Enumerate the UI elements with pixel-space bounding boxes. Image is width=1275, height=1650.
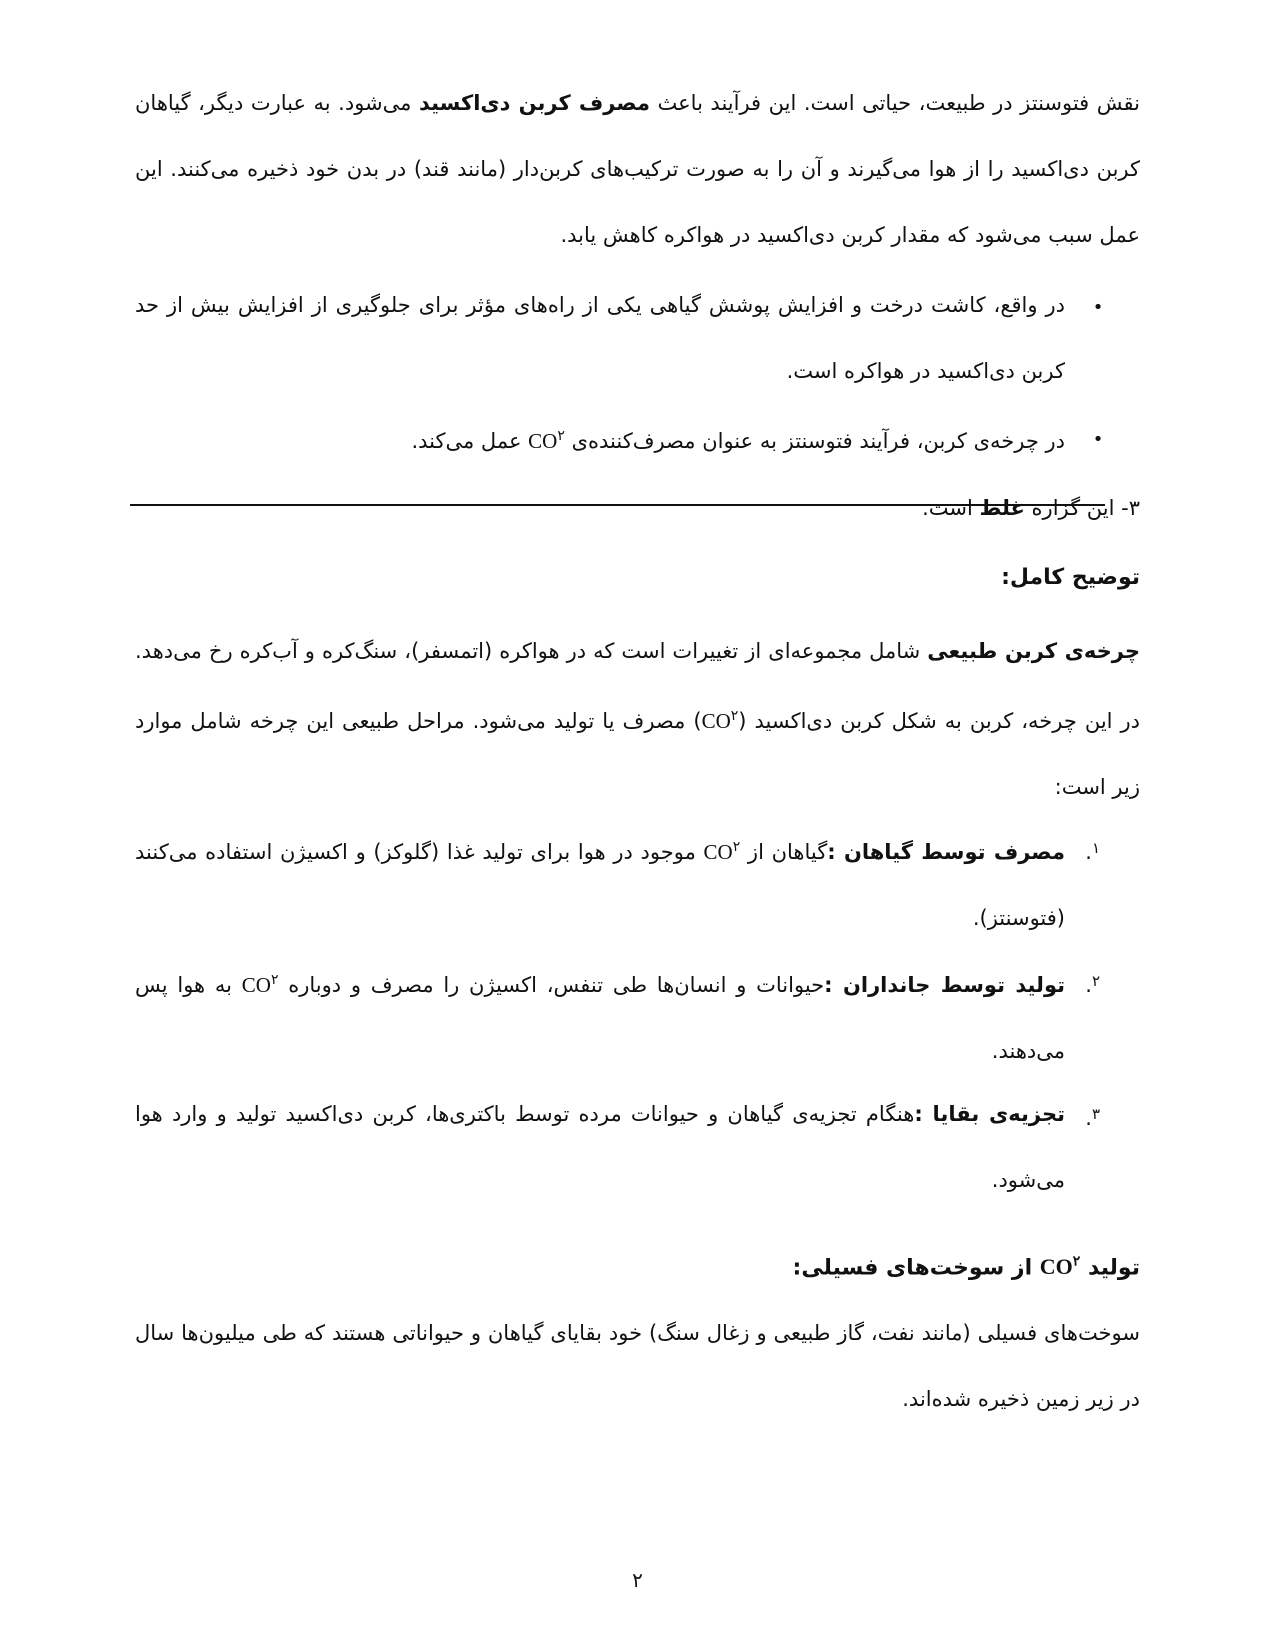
co-text: CO <box>1039 1254 1073 1280</box>
list-item-text-a: گیاهان از <box>740 840 828 864</box>
list-item-text-b: به هوا پس می‌دهند. <box>135 973 1065 1063</box>
list-item-1 <box>135 815 1065 951</box>
bullet-item-1: در واقع، کاشت درخت و افزایش پوشش گیاهی یکی از راه‌های مؤثر برای جلوگیری از افزایش بیش از حد کربن دی‌اکسید در هواکره است. <box>135 293 1065 383</box>
list-item-title: تولید توسط جانداران : <box>824 973 1065 997</box>
bullet-2-text-b: عمل می‌کند. <box>411 429 529 453</box>
intro-paragraph <box>135 70 1140 268</box>
answer-prefix: ۳- این گزاره <box>1024 496 1140 520</box>
intro-bold-term: مصرف کربن دی‌اکسید <box>418 91 650 115</box>
answer-verdict: غلط <box>979 496 1025 520</box>
bullet-2-text-a: در چرخه‌ی کربن، فرآیند فتوسنتز به عنوان مصرف‌کننده‌ی <box>564 429 1065 453</box>
co2-subscript: ۲ <box>557 429 565 444</box>
carbon-cycle-term: چرخه‌ی کربن طبیعی <box>927 639 1140 663</box>
list-number-value: ۲ <box>1091 972 1100 990</box>
answer-statement <box>135 475 1140 541</box>
list-item-3 <box>135 1081 1065 1213</box>
co2-subscript: ۲ <box>732 840 741 855</box>
list-number-3: $^۳$. <box>1085 1105 1100 1130</box>
list-item-title: تجزیه‌ی بقایا : <box>914 1102 1065 1126</box>
fossil-heading-text-a: تولید <box>1080 1255 1140 1281</box>
co2-formula <box>702 709 739 733</box>
page-number: ۲ <box>632 1568 643 1592</box>
fossil-fuels-paragraph: سوخت‌های فسیلی (مانند نفت، گاز طبیعی و زغال سنگ) خود بقایای گیاهان و حیواناتی هستند که طی میلیون‌ها سال در زیر زمین ذخیره شده‌اند. <box>135 1321 1140 1411</box>
co-text: CO <box>528 429 558 453</box>
co-text: CO <box>241 973 271 997</box>
carbon-cycle-text-a: شامل مجموعه‌ای از تغییرات است که در هواکره (اتمسفر)، سنگ‌کره و آب‌کره رخ می‌دهد. در این چرخه، کربن به شکل کربن دی‌اکسید ( <box>135 639 1140 733</box>
bullet-icon: • <box>1092 297 1104 318</box>
list-number-value: ۱ <box>1091 839 1100 857</box>
list-number-2: $^۲$. <box>1085 972 1100 997</box>
co2-formula <box>242 973 279 997</box>
fossil-heading-text-b: از سوخت‌های فسیلی: <box>792 1255 1040 1281</box>
carbon-cycle-text-b: ) مصرف یا تولید می‌شود. مراحل طبیعی این چرخه شامل موارد زیر است: <box>135 709 1140 799</box>
co2-subscript: ۲ <box>270 973 279 988</box>
co2-subscript: ۲ <box>1072 1255 1081 1270</box>
list-item-text-a: هنگام تجزیه‌ی گیاهان و حیوانات مرده توسط باکتری‌ها، کربن دی‌اکسید تولید و وارد هوا می‌شود. <box>135 1102 1065 1192</box>
co2-subscript: ۲ <box>730 709 739 724</box>
bullet-item-2 <box>135 404 1065 474</box>
explanation-heading: توضیح کامل: <box>1001 565 1140 590</box>
bullet-icon: • <box>1092 429 1104 450</box>
list-item-2 <box>135 948 1065 1084</box>
carbon-cycle-paragraph <box>135 618 1140 820</box>
co-text: CO <box>701 709 731 733</box>
list-item-title: مصرف توسط گیاهان : <box>827 840 1065 864</box>
answer-suffix: است. <box>922 496 980 520</box>
list-item-text-b: موجود در هوا برای تولید غذا (گلوکز) و اکسیژن استفاده می‌کنند (فتوسنتز). <box>135 840 1065 930</box>
co2-formula <box>704 840 741 864</box>
co-text: CO <box>703 840 733 864</box>
fossil-fuels-heading <box>135 1230 1140 1301</box>
list-number-value: ۳ <box>1091 1105 1100 1123</box>
intro-text-b: می‌شود. به عبارت دیگر، گیاهان کربن دی‌اکسید را از هوا می‌گیرند و آن را به صورت ترکیب‌های کربن‌دار (مانند قند) در بدن خود ذخیره می‌کنند. این عمل سبب می‌شود که مقدار کربن دی‌اکسید در هواکره کاهش یابد. <box>135 91 1140 247</box>
co2-formula <box>528 429 565 453</box>
co2-formula <box>1040 1254 1081 1279</box>
list-item-text-a: حیوانات و انسان‌ها طی تنفس، اکسیژن را مصرف و دوباره <box>278 973 825 997</box>
intro-text-a: نقش فتوسنتز در طبیعت، حیاتی است. این فرآیند باعث <box>649 91 1140 115</box>
list-number-1: $^۱$. <box>1085 839 1100 864</box>
